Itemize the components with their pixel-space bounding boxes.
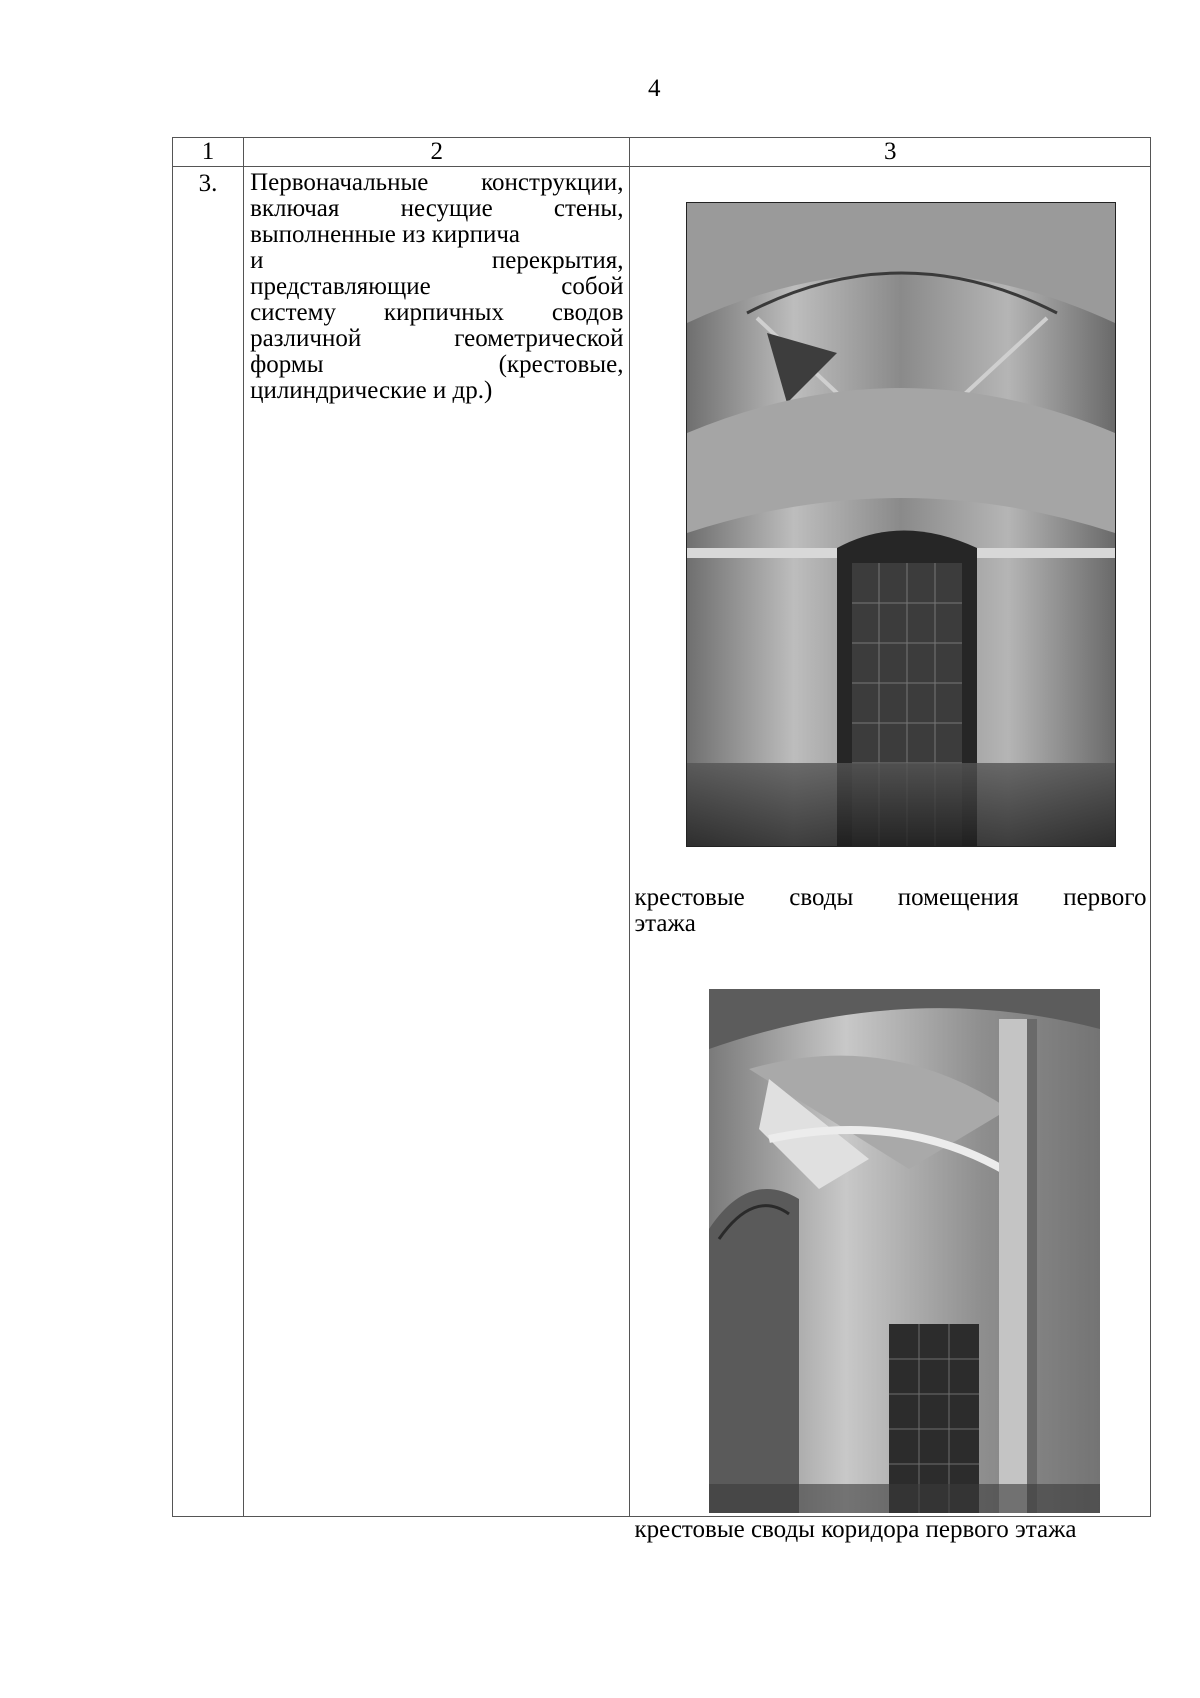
column-header-3: 3 xyxy=(630,138,1151,167)
column-header-2: 2 xyxy=(244,138,630,167)
description-line: цилиндрические и др.) xyxy=(250,377,493,404)
vaulted-ceiling-photo xyxy=(686,202,1116,847)
row-description xyxy=(244,167,630,1517)
row-photos xyxy=(630,167,1151,1543)
description-line: различной геометрической xyxy=(250,325,624,352)
document-table xyxy=(172,137,1151,1543)
vaulted-corridor-photo xyxy=(709,989,1100,1513)
photo-caption: крестовые своды коридора первого этажа xyxy=(634,1516,1077,1543)
table-row xyxy=(173,167,1151,1517)
description-line: выполненные из кирпича xyxy=(250,221,521,248)
caption-line: этажа xyxy=(634,910,696,937)
caption-line: крестовые своды помещения первого xyxy=(634,884,1147,911)
description-line: включая несущие стены, xyxy=(250,195,624,222)
page-number: 4 xyxy=(648,75,661,102)
description-line: систему кирпичных сводов xyxy=(250,299,624,326)
description-line: формы (крестовые, xyxy=(250,351,624,378)
description-line: представляющие собой xyxy=(250,273,624,300)
photo-caption xyxy=(634,885,1146,937)
column-header-1: 1 xyxy=(173,138,244,167)
description-line: Первоначальные конструкции, xyxy=(250,169,624,196)
table-header-row xyxy=(173,138,1151,167)
description-line: и перекрытия, xyxy=(250,247,624,274)
row-number: 3. xyxy=(173,167,244,1517)
